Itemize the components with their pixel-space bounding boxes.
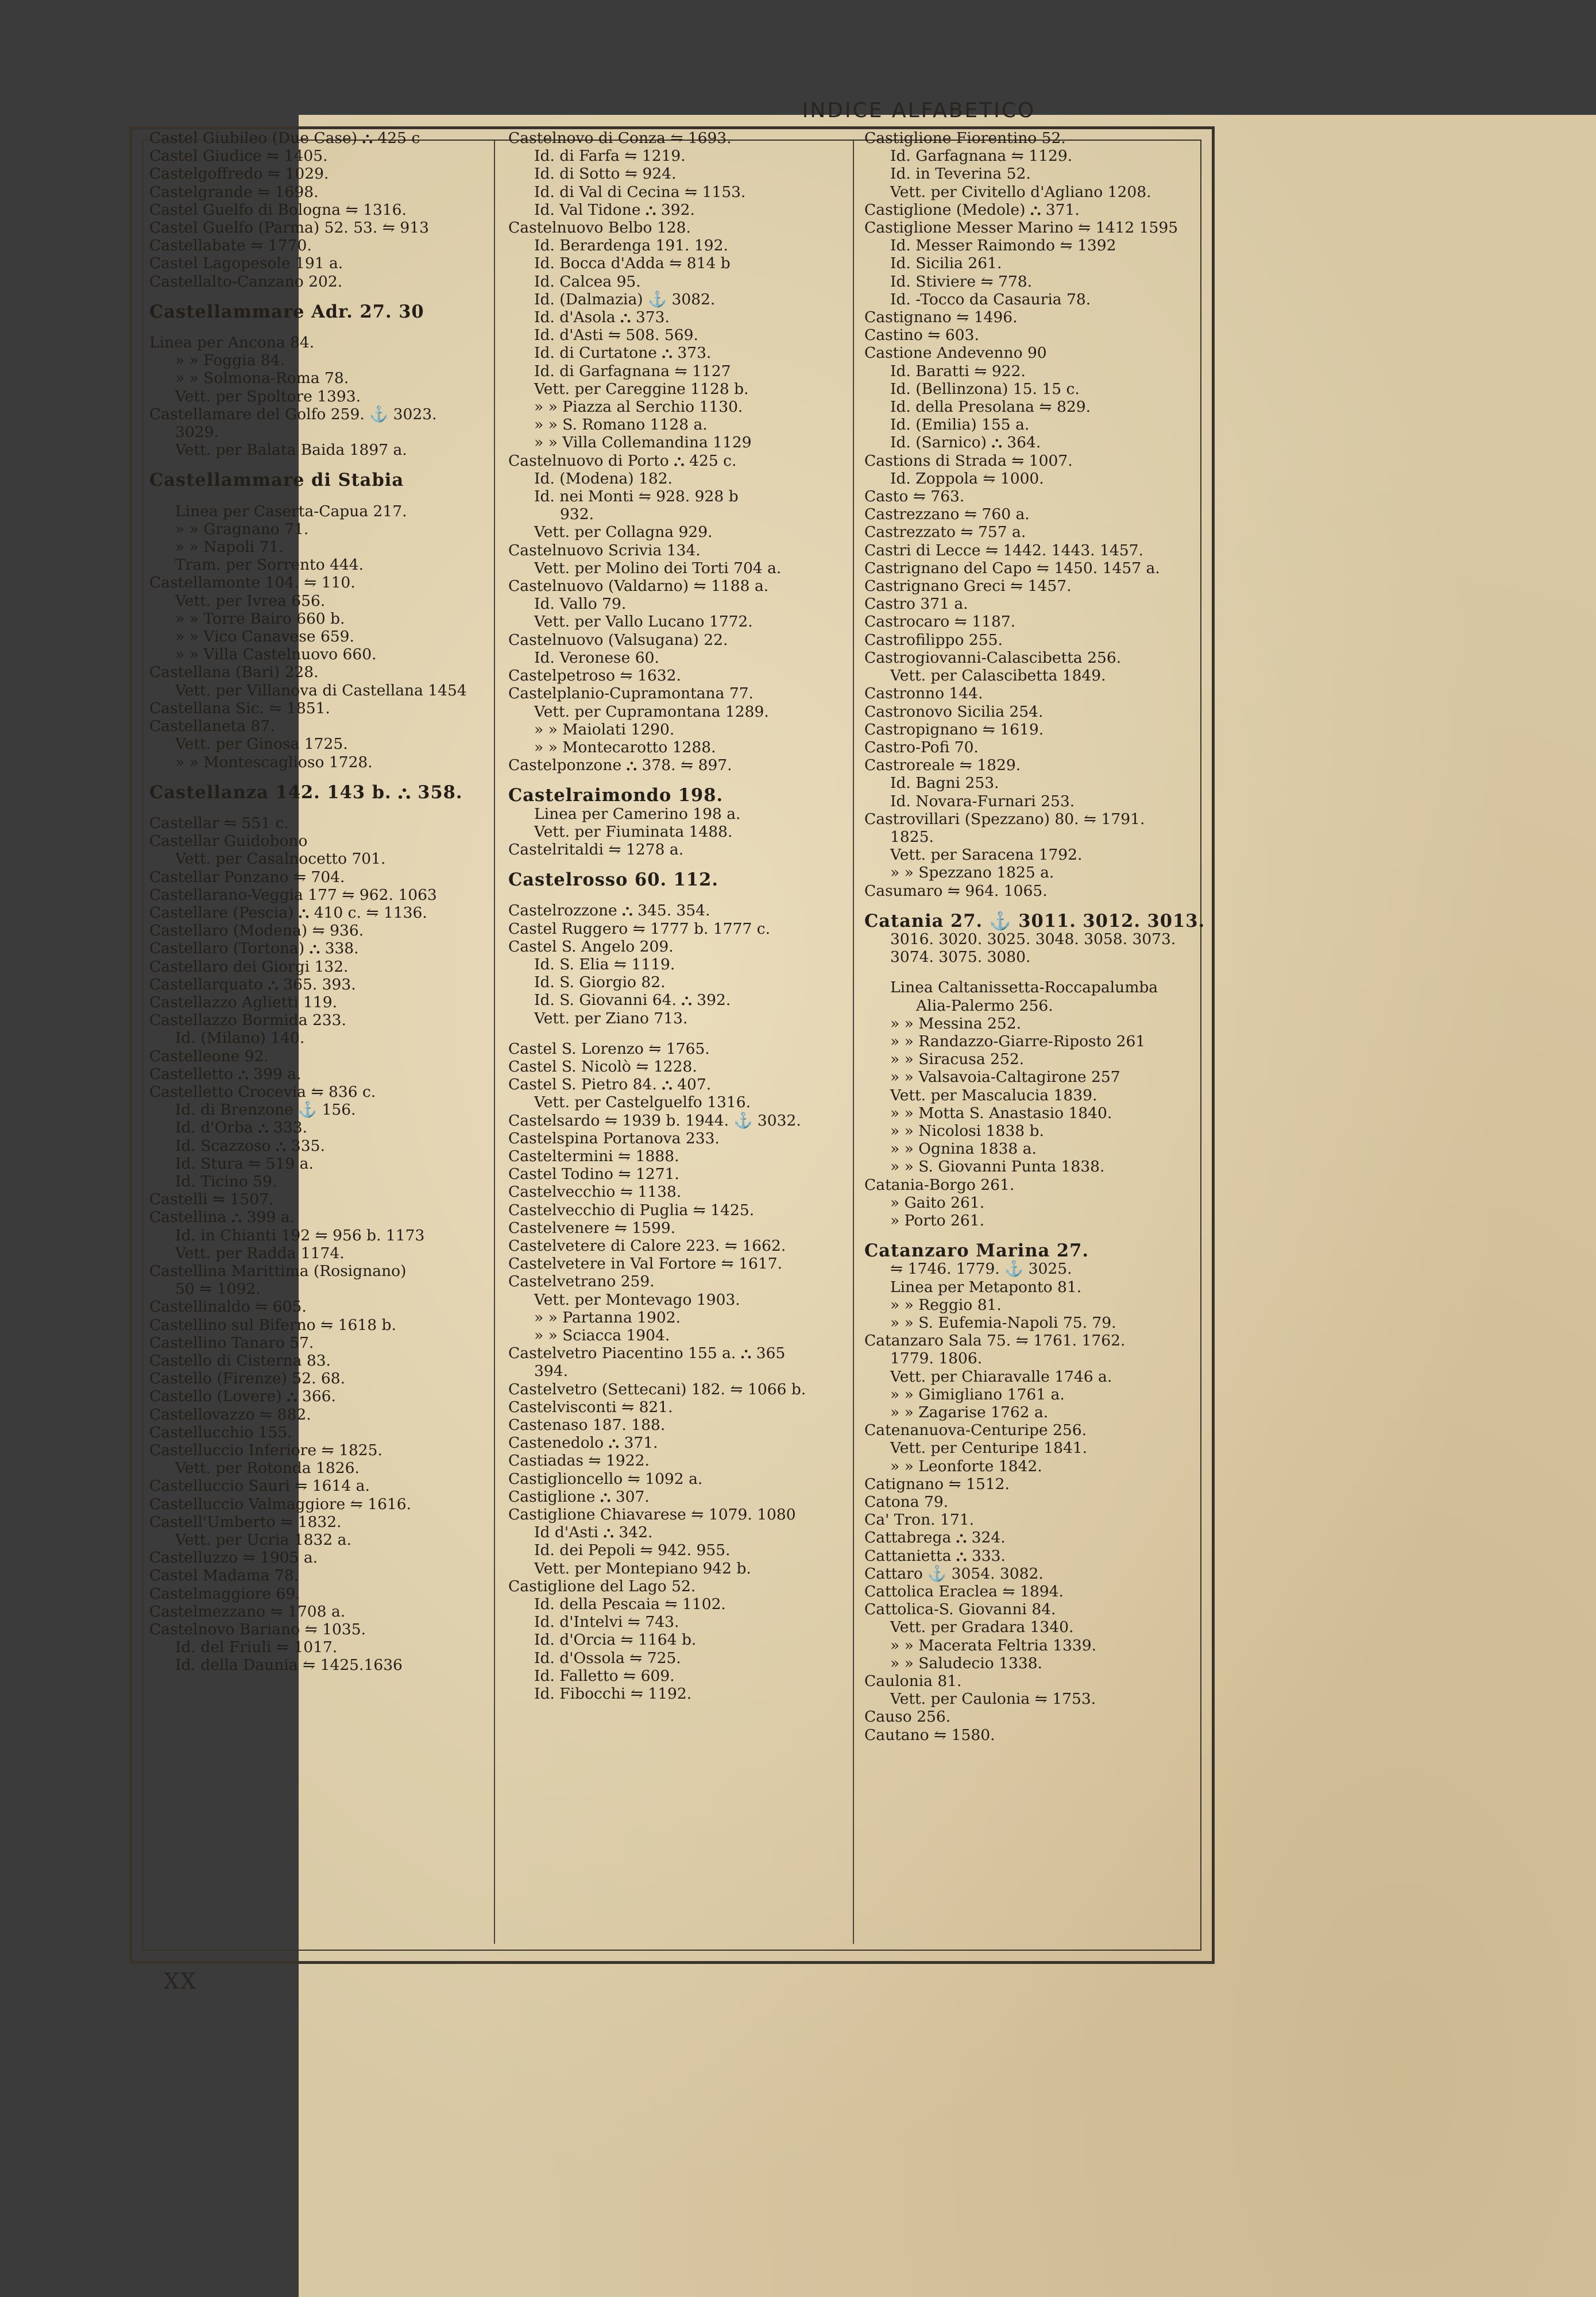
index-entry: » » Torre Bairo 660 b. — [175, 609, 345, 628]
index-entry: Id. Zoppola ⇋ 1000. — [890, 469, 1044, 488]
index-entry: Id. Garfagnana ⇋ 1129. — [890, 147, 1073, 165]
index-entry: Castelnovo Bariano ⇋ 1035. — [149, 1621, 366, 1639]
index-entry: Castelletto Crocevia ⇋ 836 c. — [149, 1082, 376, 1101]
index-entry: Castellana Sic. ⇋ 1851. — [149, 699, 330, 717]
index-entry: Id. Calcea 95. — [534, 272, 641, 291]
index-entry: Castel Madama 78. — [149, 1567, 299, 1585]
column-separator — [494, 141, 495, 1944]
index-entry: 3016. 3020. 3025. 3048. 3058. 3073. — [890, 930, 1176, 948]
index-entry: Castel S. Pietro 84. ⛬ 407. — [508, 1076, 712, 1094]
index-entry: Castro 371 a. — [864, 595, 968, 613]
index-entry: Vett. per Spoltore 1393. — [175, 387, 361, 405]
index-entry: » » Zagarise 1762 a. — [890, 1403, 1049, 1422]
index-entry: Castel S. Angelo 209. — [508, 937, 674, 956]
index-entry: Id. Val Tidone ⛬ 392. — [534, 200, 695, 219]
index-entry: » » Leonforte 1842. — [890, 1457, 1042, 1475]
index-entry: Id d'Asti ⛬ 342. — [534, 1523, 653, 1542]
index-entry: » » Partanna 1902. — [534, 1308, 681, 1327]
index-entry: Vett. per Montevago 1903. — [534, 1290, 740, 1309]
index-entry: Castello di Cisterna 83. — [149, 1352, 331, 1370]
index-entry: Castrezzato ⇋ 757 a. — [864, 523, 1026, 542]
index-entry: Castel Todino ⇋ 1271. — [508, 1165, 679, 1184]
index-entry: Id. Scazzoso ⛬ 335. — [175, 1136, 325, 1155]
index-entry: Castelvetere di Calore 223. ⇋ 1662. — [508, 1236, 786, 1255]
index-entry: » » Valsavoia-Caltagirone 257 — [890, 1068, 1120, 1086]
index-entry: Id. (Bellinzona) 15. 15 c. — [890, 380, 1080, 398]
index-entry: » » Villa Castelnuovo 660. — [175, 645, 377, 664]
index-entry: Castellarquato ⛬ 365. 393. — [149, 975, 356, 993]
index-entry: Castel Ruggero ⇋ 1777 b. 1777 c. — [508, 919, 771, 938]
index-entry: Id. (Dalmazia) ⚓ 3082. — [534, 290, 716, 308]
index-entry: Castelleone 92. — [149, 1047, 269, 1065]
index-entry: Vett. per Careggine 1128 b. — [534, 380, 749, 398]
index-entry: Id. della Pescaia ⇋ 1102. — [534, 1595, 726, 1614]
index-entry: Vett. per Balata Baida 1897 a. — [175, 441, 407, 459]
index-entry: Id. Stiviere ⇋ 778. — [890, 272, 1033, 291]
index-entry: Castellaneta 87. — [149, 717, 275, 736]
index-entry: Id. Messer Raimondo ⇋ 1392 — [890, 237, 1116, 255]
index-entry: Castrovillari (Spezzano) 80. ⇋ 1791. — [864, 810, 1145, 828]
index-entry: Cattolica Eraclea ⇋ 1894. — [864, 1583, 1064, 1601]
index-entry: Id. in Chianti 192 ⇋ 956 b. 1173 — [175, 1226, 425, 1244]
page-header: INDICE ALFABETICO — [802, 99, 1036, 122]
index-entry: Alia-Palermo 256. — [916, 996, 1053, 1015]
index-entry: Catania 27. ⚓ 3011. 3012. 3013. — [864, 910, 1205, 931]
index-entry: Vett. per Ivrea 656. — [175, 591, 326, 610]
index-entry: Castelluccio Inferiore ⇋ 1825. — [149, 1441, 382, 1460]
index-entry: Castelraimondo 198. — [508, 785, 724, 806]
index-entry: Vett. per Ucria 1832 a. — [175, 1531, 351, 1549]
index-entry: Vett. per Gradara 1340. — [890, 1618, 1074, 1637]
index-entry: Castellazzo Bormida 233. — [149, 1011, 346, 1030]
index-entry: Vett. per Villanova di Castellana 1454 — [175, 681, 467, 699]
index-entry: Castignano ⇋ 1496. — [864, 308, 1018, 327]
index-entry: Vett. per Fiuminata 1488. — [534, 822, 733, 841]
index-entry: Castino ⇋ 603. — [864, 326, 979, 345]
index-entry: Id. (Emilia) 155 a. — [890, 416, 1030, 434]
index-entry: Castelvetrano 259. — [508, 1273, 655, 1291]
index-entry: Castiglione Fiorentino 52. — [864, 129, 1066, 147]
index-entry: » Porto 261. — [890, 1211, 985, 1229]
index-entry: Linea Caltanissetta-Roccapalumba — [890, 979, 1158, 997]
index-entry: Id. di Garfagnana ⇋ 1127 — [534, 362, 731, 380]
index-entry: Castelvetro (Settecani) 182. ⇋ 1066 b. — [508, 1380, 806, 1398]
index-entry: » » Ognina 1838 a. — [890, 1140, 1037, 1158]
index-entry: Vett. per Vallo Lucano 1772. — [534, 613, 753, 631]
index-entry: Castelvecchio ⇋ 1138. — [508, 1183, 682, 1201]
index-entry: Linea per Caserta-Capua 217. — [175, 502, 407, 520]
index-entry: Catanzaro Marina 27. — [864, 1240, 1089, 1262]
index-entry: Castellino Tanaro 57. — [149, 1333, 314, 1352]
index-entry: Castell'Umberto ⇋ 1832. — [149, 1513, 342, 1531]
index-entry: Castelnovo di Conza ⇋ 1693. — [508, 129, 732, 147]
index-entry: » » Gragnano 71. — [175, 520, 309, 538]
index-entry: » » S. Romano 1128 a. — [534, 416, 708, 434]
index-entry: Id. della Daunia ⇋ 1425.1636 — [175, 1656, 403, 1675]
index-entry: Id. d'Ossola ⇋ 725. — [534, 1649, 681, 1667]
index-entry: » » Messina 252. — [890, 1014, 1022, 1033]
index-entry: Id. (Milano) 140. — [175, 1029, 305, 1047]
index-entry: Vett. per Chiaravalle 1746 a. — [890, 1367, 1112, 1386]
index-entry: Castrocaro ⇋ 1187. — [864, 613, 1016, 631]
index-entry: 1825. — [890, 827, 934, 846]
index-entry: Id. Berardenga 191. 192. — [534, 237, 728, 255]
index-entry: Castelvetere in Val Fortore ⇋ 1617. — [508, 1255, 783, 1273]
index-entry: Vett. per Saracena 1792. — [890, 846, 1083, 864]
index-entry: » » Gimigliano 1761 a. — [890, 1385, 1065, 1403]
index-entry: Castellaro (Modena) ⇋ 936. — [149, 922, 364, 940]
index-entry: Castellaro dei Giorgi 132. — [149, 957, 349, 976]
index-entry: Vett. per Collagna 929. — [534, 523, 713, 542]
index-entry: 3074. 3075. 3080. — [890, 948, 1031, 966]
index-entry: Ca' Tron. 171. — [864, 1511, 974, 1529]
index-entry: Id. nei Monti ⇋ 928. 928 b — [534, 488, 739, 506]
index-entry: Castenedolo ⛬ 371. — [508, 1434, 658, 1452]
index-entry: Vett. per Montepiano 942 b. — [534, 1559, 751, 1577]
index-entry: Caulonia 81. — [864, 1672, 962, 1691]
index-entry: Causo 256. — [864, 1708, 951, 1726]
index-entry: » » Spezzano 1825 a. — [890, 864, 1054, 882]
index-entry: Castel Giubileo (Due Case) ⛬ 425 c — [149, 129, 420, 147]
index-entry: Castelgrande ⇋ 1698. — [149, 183, 319, 201]
index-entry: Castions di Strada ⇋ 1007. — [864, 451, 1073, 470]
index-entry: Castrignano del Capo ⇋ 1450. 1457 a. — [864, 559, 1160, 577]
index-entry: Castellarano-Veggia 177 ⇋ 962. 1063 — [149, 885, 437, 904]
index-entry: Castelrosso 60. 112. — [508, 869, 718, 891]
index-entry: Id. (Sarnico) ⛬ 364. — [890, 434, 1041, 452]
index-entry: Id. di Farfa ⇋ 1219. — [534, 147, 686, 165]
index-entry: Castel Giudice ⇋ 1405. — [149, 147, 328, 165]
index-entry: » » Piazza al Serchio 1130. — [534, 398, 743, 416]
page-number: XX — [164, 1969, 198, 1994]
index-entry: » » Reggio 81. — [890, 1296, 1002, 1314]
index-entry: Tram. per Sorrento 444. — [175, 556, 364, 574]
index-entry: Vett. per Cupramontana 1289. — [534, 702, 769, 721]
index-entry: Castellabate ⇋ 1770. — [149, 237, 312, 255]
index-entry: Castelritaldi ⇋ 1278 a. — [508, 840, 684, 859]
index-entry: Castel Guelfo (Parma) 52. 53. ⇋ 913 — [149, 219, 429, 237]
index-entry: Castenaso 187. 188. — [508, 1416, 666, 1434]
index-entry: Castelnuovo (Valsugana) 22. — [508, 631, 728, 649]
index-entry: Castellalto-Canzano 202. — [149, 272, 343, 291]
index-entry: » Gaito 261. — [890, 1193, 985, 1212]
index-entry: Castelvenere ⇋ 1599. — [508, 1219, 676, 1237]
index-entry: Castelluccio Valmaggiore ⇋ 1616. — [149, 1495, 412, 1513]
index-entry: Id. di Curtatone ⛬ 373. — [534, 344, 712, 362]
index-entry: Castronno 144. — [864, 685, 983, 703]
index-entry: Vett. per Radda 1174. — [175, 1244, 345, 1262]
index-entry: Castelnuovo Scrivia 134. — [508, 541, 701, 559]
index-entry: » » Macerata Feltria 1339. — [890, 1636, 1097, 1654]
index-entry: 394. — [534, 1362, 569, 1380]
index-entry: Castropignano ⇋ 1619. — [864, 720, 1044, 738]
index-entry: Castellaro (Tortona) ⛬ 338. — [149, 939, 359, 958]
index-entry: Castellovazzo ⇋ 882. — [149, 1405, 311, 1424]
index-entry: 932. — [560, 505, 594, 524]
index-entry: » » Montescaglioso 1728. — [175, 753, 373, 771]
index-entry: Castel S. Lorenzo ⇋ 1765. — [508, 1039, 710, 1058]
index-entry: » » Randazzo-Giarre-Riposto 261 — [890, 1032, 1146, 1050]
index-entry: Id. d'Intelvi ⇋ 743. — [534, 1613, 679, 1631]
index-entry: Id. Baratti ⇋ 922. — [890, 362, 1026, 380]
index-entry: Id. Falletto ⇋ 609. — [534, 1666, 675, 1685]
index-entry: Catona 79. — [864, 1493, 949, 1511]
index-entry: Casumaro ⇋ 964. 1065. — [864, 881, 1048, 900]
index-entry: » » Siracusa 252. — [890, 1050, 1025, 1069]
index-entry: Id. d'Orcia ⇋ 1164 b. — [534, 1631, 697, 1649]
index-entry: Castronovo Sicilia 254. — [864, 702, 1044, 721]
index-entry: Castellamare del Golfo 259. ⚓ 3023. — [149, 405, 437, 423]
index-entry: Vett. per Ziano 713. — [534, 1009, 688, 1027]
index-column-3 — [864, 129, 1205, 1961]
index-entry: Castello (Firenze) 52. 68. — [149, 1370, 346, 1388]
index-entry: Castelvetro Piacentino 155 a. ⛬ 365 — [508, 1344, 786, 1363]
index-entry: Linea per Camerino 198 a. — [534, 805, 741, 823]
index-entry: Id. di Val di Cecina ⇋ 1153. — [534, 183, 746, 201]
index-entry: Id. di Brenzone ⚓ 156. — [175, 1101, 356, 1119]
index-entry: Linea per Ancona 84. — [149, 334, 315, 352]
index-entry: Castelgoffredo ⇋ 1029. — [149, 165, 329, 183]
index-entry: Vett. per Castelguelfo 1316. — [534, 1093, 751, 1112]
index-entry: » » S. Giovanni Punta 1838. — [890, 1158, 1105, 1176]
index-entry: Catenanuova-Centuripe 256. — [864, 1421, 1087, 1440]
index-entry: Id. d'Orba ⛬ 333. — [175, 1119, 308, 1137]
index-entry: » » Motta S. Anastasio 1840. — [890, 1104, 1112, 1122]
index-entry: Castellucchio 155. — [149, 1423, 292, 1441]
index-entry: Id. Bagni 253. — [890, 774, 999, 792]
index-entry: Castelli ⇋ 1507. — [149, 1190, 274, 1209]
index-entry: Castelluccio Sauri ⇋ 1614 a. — [149, 1477, 370, 1495]
index-entry: » » Montecarotto 1288. — [534, 738, 716, 756]
index-entry: Castrofilippo 255. — [864, 631, 1003, 649]
index-entry: Catignano ⇋ 1512. — [864, 1475, 1010, 1493]
index-entry: Id. Bocca d'Adda ⇋ 814 b — [534, 254, 731, 273]
index-entry: Castelponzone ⛬ 378. ⇋ 897. — [508, 756, 732, 775]
index-entry: Id. della Presolana ⇋ 829. — [890, 398, 1091, 416]
index-entry: 3029. — [175, 423, 219, 442]
index-entry: Id. Vallo 79. — [534, 595, 627, 613]
index-entry: » » Maiolati 1290. — [534, 720, 675, 738]
index-entry: Id. Novara-Furnari 253. — [890, 792, 1075, 810]
index-entry: Id. Ticino 59. — [175, 1172, 277, 1190]
index-entry: Cattanietta ⛬ 333. — [864, 1546, 1006, 1565]
index-entry: Linea per Metaponto 81. — [890, 1278, 1082, 1296]
index-entry: Castelluzzo ⇋ 1905 a. — [149, 1549, 318, 1567]
index-entry: Id. Veronese 60. — [534, 648, 659, 667]
index-entry: Id. -Tocco da Casauria 78. — [890, 290, 1091, 308]
index-entry: Castelpetroso ⇋ 1632. — [508, 667, 681, 685]
index-entry: Cattabrega ⛬ 324. — [864, 1529, 1006, 1547]
index-entry: Castel Lagopesole 191 a. — [149, 254, 343, 273]
column-separator — [853, 141, 854, 1944]
index-entry: » » Vico Canavese 659. — [175, 628, 354, 646]
index-entry: Castelmaggiore 69. — [149, 1584, 300, 1603]
index-entry: Castiglione (Medole) ⛬ 371. — [864, 200, 1080, 219]
index-entry: Castellar ⇋ 551 c. — [149, 814, 289, 832]
index-entry: Id. d'Asti ⇋ 508. 569. — [534, 326, 698, 345]
index-entry: Castellana (Bari) 228. — [149, 663, 319, 682]
index-entry: Castellazzo Aglietti 119. — [149, 993, 337, 1011]
index-entry: Id. S. Giorgio 82. — [534, 973, 666, 992]
index-entry: Id. dei Pepoli ⇋ 942. 955. — [534, 1541, 731, 1560]
index-entry: Castello (Lovere) ⛬ 366. — [149, 1387, 336, 1406]
index-entry: Cautano ⇋ 1580. — [864, 1726, 995, 1744]
index-entry: Castro-Pofi 70. — [864, 738, 979, 756]
index-entry: Vett. per Caulonia ⇋ 1753. — [890, 1690, 1096, 1708]
index-entry: Castelnuovo di Porto ⛬ 425 c. — [508, 451, 737, 470]
index-entry: Vett. per Mascalucia 1839. — [890, 1086, 1098, 1104]
index-entry: » » S. Eufemia-Napoli 75. 79. — [890, 1314, 1116, 1332]
index-entry: Id. di Sotto ⇋ 924. — [534, 165, 677, 183]
index-entry: Catanzaro Sala 75. ⇋ 1761. 1762. — [864, 1332, 1126, 1350]
index-entry: Castellanza 142. 143 b. ⛬ 358. — [149, 782, 463, 803]
index-entry: Id. Fibocchi ⇋ 1192. — [534, 1685, 692, 1703]
index-entry: Catania-Borgo 261. — [864, 1175, 1015, 1194]
index-entry: Castri di Lecce ⇋ 1442. 1443. 1457. — [864, 541, 1143, 559]
index-entry: Vett. per Centuripe 1841. — [890, 1439, 1088, 1457]
index-entry: Castellinaldo ⇋ 605. — [149, 1298, 307, 1316]
index-entry: Castelvisconti ⇋ 821. — [508, 1398, 673, 1416]
index-entry: Castellino sul Biferno ⇋ 1618 b. — [149, 1316, 396, 1334]
index-entry: Vett. per Casalnocetto 701. — [175, 850, 386, 868]
index-entry: Id. in Teverina 52. — [890, 165, 1031, 183]
index-entry: Castellare (Pescia) ⛬ 410 c. ⇋ 1136. — [149, 903, 427, 922]
index-entry: Castrogiovanni-Calascibetta 256. — [864, 648, 1122, 667]
index-entry: » » Sciacca 1904. — [534, 1327, 670, 1344]
index-entry: Id. Stura ⇋ 519 a. — [175, 1154, 314, 1173]
index-entry: Casteltermini ⇋ 1888. — [508, 1147, 679, 1165]
index-entry: » » Napoli 71. — [175, 538, 284, 556]
index-entry: Castroreale ⇋ 1829. — [864, 756, 1021, 775]
index-entry: 1779. 1806. — [890, 1349, 983, 1368]
index-entry: » » Nicolosi 1838 b. — [890, 1122, 1044, 1140]
index-entry: » » Foggia 84. — [175, 351, 285, 370]
index-entry: Castiadas ⇋ 1922. — [508, 1452, 650, 1470]
index-entry: Castelsardo ⇋ 1939 b. 1944. ⚓ 3032. — [508, 1111, 801, 1130]
index-entry: Castellammare di Stabia — [149, 470, 404, 491]
index-entry: Vett. per Civitello d'Agliano 1208. — [890, 183, 1151, 201]
index-column-1 — [149, 129, 482, 1961]
index-entry: Castelrozzone ⛬ 345. 354. — [508, 902, 710, 920]
index-entry: Castelnuovo Belbo 128. — [508, 219, 691, 237]
index-entry: Castrignano Greci ⇋ 1457. — [864, 577, 1072, 595]
index-entry: Castiglione del Lago 52. — [508, 1577, 696, 1595]
index-entry: Castiglione Chiavarese ⇋ 1079. 1080 — [508, 1506, 796, 1524]
index-entry: Castrezzano ⇋ 760 a. — [864, 505, 1030, 524]
index-column-2 — [508, 129, 841, 1961]
index-entry: Castellar Ponzano ⇋ 704. — [149, 868, 345, 886]
index-entry: Id. S. Giovanni 64. ⛬ 392. — [534, 991, 731, 1010]
index-entry: Vett. per Molino dei Torti 704 a. — [534, 559, 782, 577]
index-entry: Castellammare Adr. 27. 30 — [149, 301, 424, 322]
index-entry: Castiglione Messer Marino ⇋ 1412 1595 — [864, 219, 1178, 237]
index-entry: 50 ⇋ 1092. — [175, 1280, 261, 1298]
index-entry: Castelvecchio di Puglia ⇋ 1425. — [508, 1201, 755, 1219]
index-entry: Id. (Modena) 182. — [534, 469, 673, 488]
index-entry: Vett. per Calascibetta 1849. — [890, 667, 1106, 685]
index-entry: ⇋ 1746. 1779. ⚓ 3025. — [890, 1260, 1072, 1278]
index-entry: Castelnuovo (Valdarno) ⇋ 1188 a. — [508, 577, 769, 595]
index-entry: Cattaro ⚓ 3054. 3082. — [864, 1564, 1044, 1583]
index-entry: » » Villa Collemandina 1129 — [534, 434, 752, 452]
index-entry: Id. del Friuli ⇋ 1017. — [175, 1638, 338, 1657]
index-entry: » » Solmona-Roma 78. — [175, 369, 349, 388]
index-entry: Castellar Guidobono — [149, 832, 308, 850]
index-entry: Vett. per Ginosa 1725. — [175, 735, 348, 753]
index-entry: Id. S. Elia ⇋ 1119. — [534, 955, 675, 973]
index-entry: Vett. per Rotonda 1826. — [175, 1459, 360, 1478]
index-entry: Castel S. Nicolò ⇋ 1228. — [508, 1057, 697, 1076]
index-entry: Castellamonte 104. ⇋ 110. — [149, 574, 355, 592]
index-entry: Castiglione ⛬ 307. — [508, 1487, 650, 1506]
index-entry: Castione Andevenno 90 — [864, 344, 1047, 362]
index-entry: Castellina Marittima (Rosignano) — [149, 1262, 407, 1280]
index-entry: Castelmezzano ⇋ 1708 a. — [149, 1602, 346, 1621]
index-entry: » » Saludecio 1338. — [890, 1654, 1042, 1672]
index-entry: Castel Guelfo di Bologna ⇋ 1316. — [149, 200, 407, 219]
index-entry: Castelspina Portanova 233. — [508, 1129, 720, 1147]
index-entry: Cattolica-S. Giovanni 84. — [864, 1600, 1056, 1619]
index-entry: Castellina ⛬ 399 a. — [149, 1208, 295, 1227]
index-entry: Id. Sicilia 261. — [890, 254, 1002, 273]
index-entry: Id. d'Asola ⛬ 373. — [534, 308, 670, 327]
index-entry: Castelplanio-Cupramontana 77. — [508, 685, 753, 703]
index-entry: Casto ⇋ 763. — [864, 488, 965, 506]
index-entry: Castelletto ⛬ 399 a. — [149, 1065, 302, 1083]
index-entry: Castiglioncello ⇋ 1092 a. — [508, 1470, 703, 1488]
